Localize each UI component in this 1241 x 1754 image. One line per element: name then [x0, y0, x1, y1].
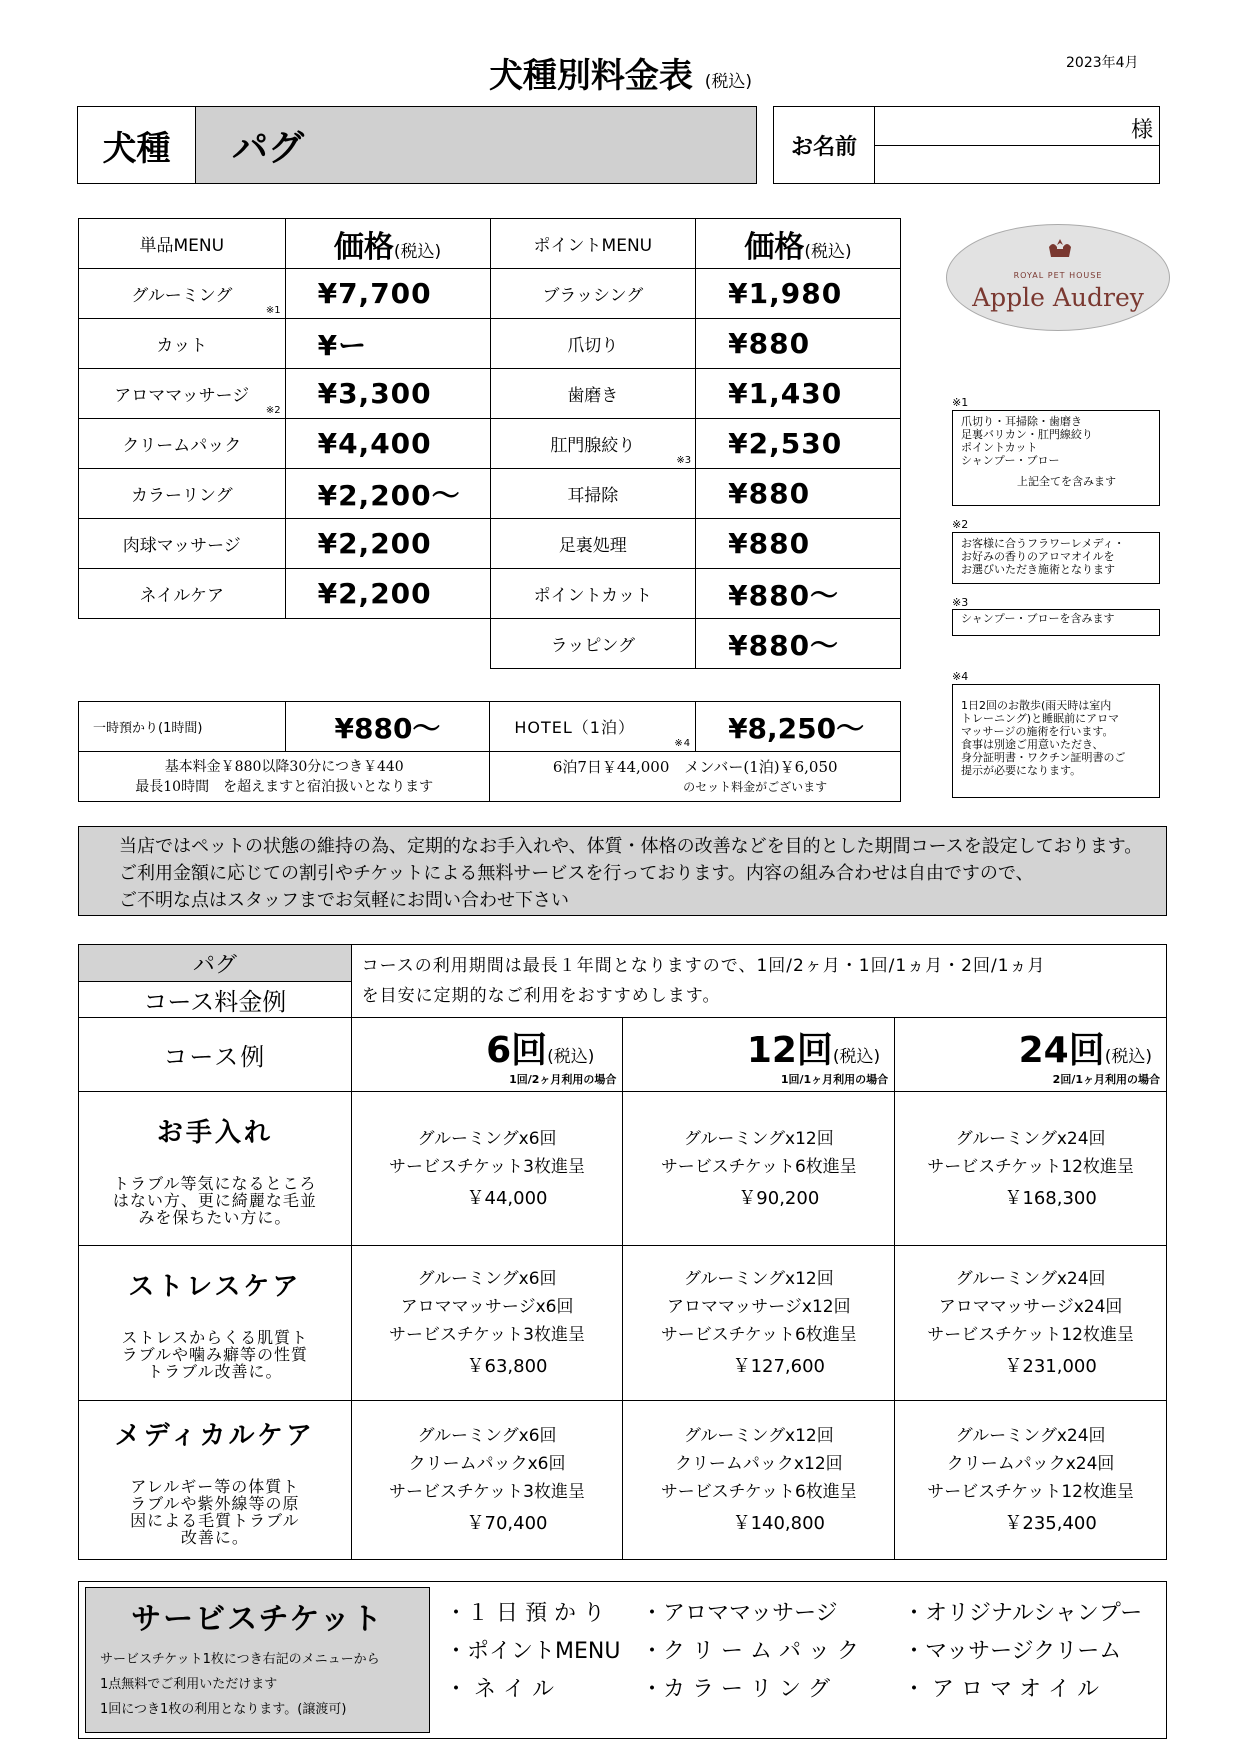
ticket-item: ・マッサージクリーム: [903, 1639, 1122, 1664]
single-item-name: 肉球マッサージ: [79, 519, 286, 569]
point-item-price: ¥880〜: [696, 619, 901, 669]
course-col-label: コース例: [79, 1018, 352, 1092]
logo-name: Apple Audrey: [972, 283, 1144, 312]
price-table: [78, 218, 901, 669]
name-field[interactable]: [875, 107, 1159, 183]
name-label: お名前: [774, 107, 875, 183]
single-item-price: ¥ー: [285, 319, 490, 369]
point-item-name: 肛門腺絞り ※3: [490, 419, 696, 469]
crest-icon: [1045, 237, 1075, 261]
course-col-6: 6回(税込) 1回/2ヶ月利用の場合: [351, 1018, 623, 1092]
course-cell: グルーミングx24回 クリームパックx24回 サービスチケット12枚進呈 ￥235,400: [895, 1401, 1167, 1560]
page-title: 犬種別料金表 (税込): [488, 56, 753, 96]
course-cell: グルーミングx6回 アロママッサージx6回 サービスチケット3枚進呈 ￥63,800: [351, 1246, 623, 1401]
point-item-price: ¥2,530: [696, 419, 901, 469]
single-price-header: 価格(税込): [285, 219, 490, 269]
single-item-name: カット: [79, 319, 286, 369]
breed-value: パグ: [196, 107, 756, 183]
course-cell: グルーミングx12回 サービスチケット6枚進呈 ￥90,200: [623, 1092, 895, 1246]
point-item-price: ¥880: [696, 519, 901, 569]
daycare-price: ¥880〜: [285, 702, 490, 752]
course-description: コースの利用期間は最長１年間となりますので、1回/2ヶ月・1回/1ヵ月・2回/1ヵ月 を目安に定期的なご利用をおすすめします。: [351, 945, 1166, 1018]
course-cell: グルーミングx6回 サービスチケット3枚進呈 ￥44,000: [351, 1092, 623, 1246]
info-box: 当店ではペットの状態の維持の為、定期的なお手入れや、体質・体格の改善などを目的とした期間コースを設定しております。 ご利用金額に応じての割引やチケットによる無料サービスを行っております。内容の組み合わせは自由ですので、 ご不明な点はスタッフまでお気軽にお問い合わせ下さい: [78, 826, 1167, 916]
ticket-note: 1点無料でご利用いただけます: [100, 1677, 278, 1692]
course-cell: グルーミングx6回 クリームパックx6回 サービスチケット3枚進呈 ￥70,400: [351, 1401, 623, 1560]
note-1: 爪切り・耳掃除・歯磨き 足裏バリカン・肛門線絞り ポイントカット シャンプー・ブロー 上記全てを含みます: [952, 410, 1160, 506]
ticket-item: ・ク リ ー ム パ ッ ク: [641, 1639, 859, 1664]
note-4: 1日2回のお散歩(雨天時は室内 トレーニング)と睡眠前にアロマ マッサージの施術を行います。 食事は別途ご用意いただき、 身分証明書・ワクチン証明書のご 提示が必要になります。: [952, 684, 1160, 798]
point-item-name: ラッピング: [490, 619, 696, 669]
ticket-title: サービスチケット: [131, 1602, 384, 1637]
course-col-12: 12回(税込) 1回/1ヶ月利用の場合: [623, 1018, 895, 1092]
course-cell: グルーミングx12回 アロママッサージx12回 サービスチケット6枚進呈 ￥127,600: [623, 1246, 895, 1401]
single-item-name: カラーリング: [79, 469, 286, 519]
note-tag: ※4: [952, 670, 969, 683]
note-tag: ※3: [952, 596, 969, 609]
course-row-header: メディカルケア アレルギー等の体質ト ラブルや紫外線等の原 因による毛質トラブル 改善に。: [79, 1401, 352, 1560]
single-item-price: ¥7,700: [285, 269, 490, 319]
point-item-name: 足裏処理: [490, 519, 696, 569]
point-item-name: ブラッシング: [490, 269, 696, 319]
single-menu-header: 単品MENU: [79, 219, 286, 269]
point-item-price: ¥1,430: [696, 369, 901, 419]
single-item-price: ¥2,200〜: [285, 469, 490, 519]
note-3: シャンプー・ブローを含みます: [952, 609, 1160, 636]
point-item-price: ¥1,980: [696, 269, 901, 319]
course-row-header: お手入れ トラブル等気になるところ はない方、更に綺麗な毛並 みを保ちたい方に。: [79, 1092, 352, 1246]
point-item-price: ¥880: [696, 469, 901, 519]
breed-label: 犬種: [78, 107, 196, 183]
ticket-item: ・ ネ イ ル: [445, 1677, 554, 1702]
point-item-name: 爪切り: [490, 319, 696, 369]
course-cell: グルーミングx12回 クリームパックx12回 サービスチケット6枚進呈 ￥140,800: [623, 1401, 895, 1560]
single-item-price: ¥3,300: [285, 369, 490, 419]
ticket-item: ・１ 日 預 か り: [445, 1601, 605, 1626]
logo-subtitle: ROYAL PET HOUSE: [1013, 271, 1103, 280]
point-item-price: ¥880〜: [696, 569, 901, 619]
ticket-item: ・アロママッサージ: [641, 1601, 838, 1626]
note-tag: ※1: [952, 396, 969, 409]
name-box: [773, 106, 1160, 184]
course-cell: グルーミングx24回 サービスチケット12枚進呈 ￥168,300: [895, 1092, 1167, 1246]
course-row-header: ストレスケア ストレスからくる肌質ト ラブルや噛み癖等の性質 トラブル改善に。: [79, 1246, 352, 1401]
daycare-hotel-table: [78, 701, 901, 802]
shop-logo: [946, 224, 1170, 331]
ticket-item: ・ポイントMENU: [445, 1639, 621, 1664]
note-2: お客様に合うフラワーレメディ・ お好みの香りのアロマオイルを お選びいただき施術となります: [952, 532, 1160, 584]
ticket-info: [85, 1587, 430, 1733]
course-cell: グルーミングx24回 アロママッサージx24回 サービスチケット12枚進呈 ￥231,000: [895, 1246, 1167, 1401]
ticket-item: ・ ア ロ マ オ イ ル: [903, 1677, 1099, 1702]
ticket-note: 1回につき1枚の利用となります。(譲渡可): [100, 1702, 347, 1717]
point-item-name: 耳掃除: [490, 469, 696, 519]
name-suffix: 様: [1130, 118, 1153, 143]
course-title: コース料金例: [79, 982, 352, 1018]
point-item-price: ¥880: [696, 319, 901, 369]
ticket-item: ・カ ラ ー リ ン グ: [641, 1677, 830, 1702]
hotel-price: ¥8,250〜: [696, 702, 901, 752]
single-item-name: ネイルケア: [79, 569, 286, 619]
single-item-price: ¥2,200: [285, 519, 490, 569]
hotel-note: 6泊7日￥44,000 メンバー(1泊)￥6,050 のセット料金がございます: [490, 752, 901, 802]
date-label: 2023年4月: [1066, 55, 1139, 71]
course-breed: パグ: [79, 945, 352, 982]
point-menu-header: ポイントMENU: [490, 219, 696, 269]
note-tag: ※2: [952, 518, 969, 531]
ticket-note: サービスチケット1枚につき右記のメニューから: [100, 1652, 380, 1667]
point-item-name: 歯磨き: [490, 369, 696, 419]
single-item-name: グルーミング ※1: [79, 269, 286, 319]
single-item-price: ¥2,200: [285, 569, 490, 619]
daycare-note: 基本料金￥880以降30分につき￥440 最長10時間 を超えますと宿泊扱いとなります: [79, 752, 490, 802]
service-ticket-box: [78, 1581, 1167, 1739]
point-price-header: 価格(税込): [696, 219, 901, 269]
course-table: [78, 944, 1167, 1560]
daycare-label: 一時預かり(1時間): [79, 702, 286, 752]
single-item-name: クリームパック: [79, 419, 286, 469]
single-item-price: ¥4,400: [285, 419, 490, 469]
breed-box: [77, 106, 757, 184]
ticket-item: ・オリジナルシャンプー: [903, 1601, 1143, 1626]
hotel-label: HOTEL（1泊） ※4: [490, 702, 696, 752]
course-col-24: 24回(税込) 2回/1ヶ月利用の場合: [895, 1018, 1167, 1092]
single-item-name: アロママッサージ ※2: [79, 369, 286, 419]
point-item-name: ポイントカット: [490, 569, 696, 619]
